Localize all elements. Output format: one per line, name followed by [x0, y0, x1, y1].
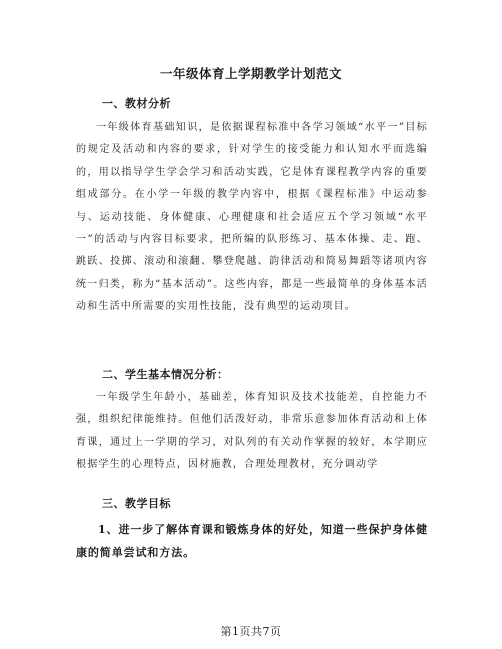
section-heading-materials: 一、教材分析 [102, 97, 171, 110]
section-paragraph-materials: 一年级体育基础知识，是依据课程标准中各学习领域“水平一”目标的规定及活动和内容的要求，针对学生的接受能力和认知水平而选编的，用以指导学生学会学习和活动实践，它是体育课程教学内容的重要组成部分。在小学一年级的教学内容中，根据《课程标准》中运动参与、运动技能、身体健康、心理健康和社会适应五个学习领域“水平一”的活动与内容目标要求，把所编的队形练习、基本体操、走、跑、跳跃、投掷、滚动和滚翻、攀登爬越、韵律活动和简易舞蹈等诸项内容统一归类，称为“基本活动”。这些内容，都是一些最简单的身体基本活动和生活中所需要的实用性技能，没有典型的运动项目。 [76, 122, 428, 313]
page-number-footer: 第1页共7页 [220, 625, 282, 638]
section-heading-students: 二、学生基本情况分析： [102, 368, 229, 381]
section-paragraph-goals: 1、进一步了解体育课和锻炼身体的好处，知道一些保护身体健康的简单尝试和方法。 [76, 523, 428, 559]
section-heading-goals: 三、教学目标 [102, 497, 171, 510]
page-title: 一年级体育上学期教学计划范文 [159, 66, 342, 81]
section-paragraph-students: 一年级学生年龄小，基础差，体育知识及技术技能差，自控能力不强，组织纪律能维持。但他们活泼好动，非常乐意参加体育活动和上体育课，通过上一学期的学习，对队列的有关动作掌握的较好，本学期应根据学生的心理特点，因材施教，合理处理教材，充分调动学 [76, 392, 428, 471]
